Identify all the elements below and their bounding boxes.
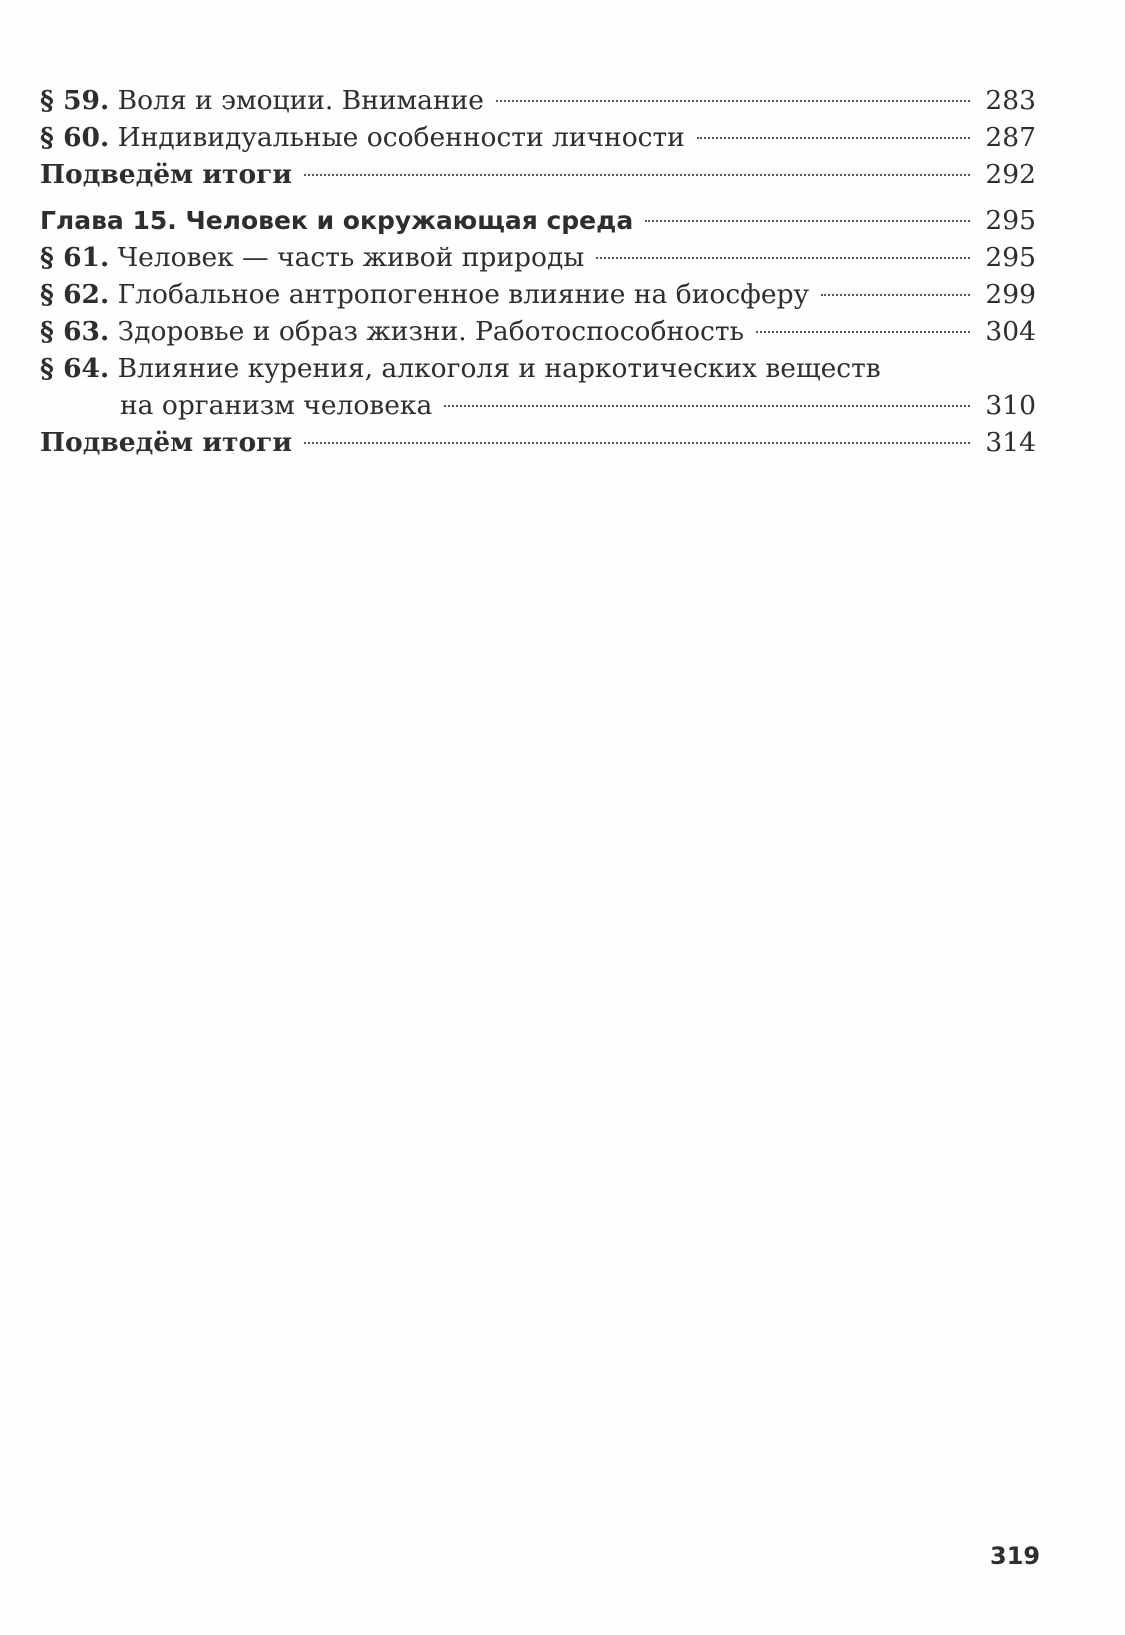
page-number: 295 [985,205,1036,236]
summary-title: Подведём итоги [40,159,293,190]
toc-entry-summary-15 [40,424,1036,461]
section-title: Человек — часть живой природы [117,242,585,273]
toc-entry-62 [40,276,1036,313]
toc-entry-63 [40,313,1036,350]
toc-entry-title [40,82,484,119]
toc-entry-64-continuation [40,387,1036,424]
toc-entry-title [40,119,685,156]
page-number: 304 [985,316,1036,347]
chapter-title: Глава 15. Человек и окружающая среда [40,206,634,235]
section-number: § 59. [40,85,110,116]
dot-leader [444,405,970,407]
dot-leader [821,294,970,296]
dot-leader [697,137,970,139]
dot-leader [645,220,970,222]
dot-leader [756,331,970,333]
page-number: 314 [985,427,1036,458]
page-number: 287 [985,122,1036,153]
toc-chapter-15 [40,202,1036,239]
section-number: § 63. [40,316,110,347]
section-number: § 61. [40,242,110,273]
page-number: 299 [985,279,1036,310]
page-number: 295 [985,242,1036,273]
toc-entry-59 [40,82,1036,119]
dot-leader [304,442,970,444]
section-title: Глобальное антропогенное влияние на биосферу [117,279,810,310]
toc-entry-64 [40,350,1036,387]
toc-entry-title [40,313,744,350]
toc-entry-title [40,350,881,387]
page-number: 310 [985,390,1036,421]
section-title: Воля и эмоции. Внимание [117,85,484,116]
page-number: 283 [985,85,1036,116]
toc-entry-title [40,239,584,276]
section-title: Индивидуальные особенности личности [117,122,685,153]
toc-entry-summary-14 [40,156,1036,193]
section-number: § 62. [40,279,110,310]
page-number: 292 [985,159,1036,190]
section-title-continuation: на организм человека [120,390,433,421]
dot-leader [596,257,970,259]
dot-leader [304,174,970,176]
section-number: § 60. [40,122,110,153]
toc-entry-61 [40,239,1036,276]
summary-title: Подведём итоги [40,427,293,458]
folio-page-number: 319 [990,1542,1041,1570]
table-of-contents [40,82,1036,461]
section-title: Здоровье и образ жизни. Работоспособность [117,316,744,347]
toc-entry-title [40,276,809,313]
section-title: Влияние курения, алкоголя и наркотических веществ [117,353,881,384]
section-number: § 64. [40,353,110,384]
dot-leader [496,100,970,102]
toc-entry-60 [40,119,1036,156]
